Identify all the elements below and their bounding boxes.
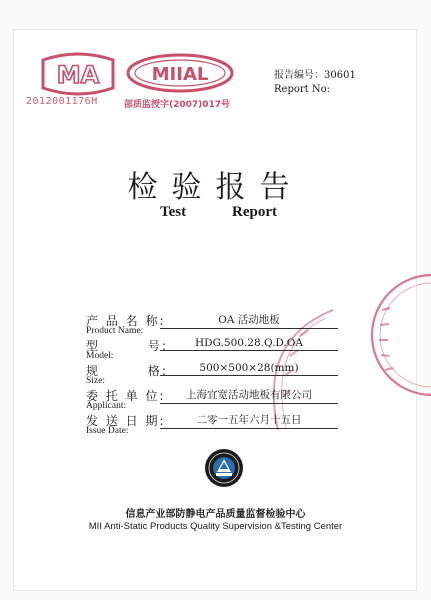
svg-text:MIIAL: MIIAL	[151, 64, 209, 85]
field-value-product-name: OA 活动地板	[160, 312, 338, 329]
organization-name-cn: 信息产业部防静电产品质量监督检验中心	[125, 509, 306, 520]
organization-name-en: MII Anti-Static Products Quality Supervision &Testing Center	[88, 521, 343, 532]
svg-text:MA: MA	[56, 61, 100, 89]
field-label-cn: 产 品 名 称:	[86, 314, 166, 328]
field-label-cn: 委 托 单 位:	[86, 389, 166, 403]
field-label-en: Issue Date:	[86, 426, 129, 436]
ma-certificate-number: 2012001176H	[26, 96, 98, 107]
ma-stamp-logo	[33, 50, 123, 98]
report-number-block	[274, 69, 356, 97]
field-label-en: Product Name:	[86, 326, 144, 336]
field-label-cn: 发 送 日 期:	[86, 414, 166, 428]
field-label-en: Model:	[86, 351, 114, 361]
title-english-report: Report	[232, 204, 277, 220]
report-number-value: 30601	[324, 70, 356, 81]
field-value-issue-date: 二零一五年六月十五日	[160, 412, 338, 429]
field-label-cn: 型 号:	[86, 339, 168, 353]
field-value-model: HDG.500.28.Q.D.OA	[160, 337, 338, 351]
testing-center-emblem	[204, 448, 244, 488]
field-label-en: Applicant:	[86, 401, 127, 411]
right-edge-seal	[360, 270, 431, 400]
field-value-applicant: 上海宜宽活动地板有限公司	[160, 387, 338, 404]
miial-authorization-text: 部质监授字(2007)017号	[124, 100, 231, 110]
field-label-en: Size:	[86, 376, 105, 386]
field-value-size: 500×500×28(mm)	[160, 362, 338, 376]
field-label-cn: 规 格:	[86, 364, 168, 378]
report-number-label-cn: 报告编号：	[274, 70, 324, 81]
title-english-test: Test	[160, 204, 187, 220]
report-number-label-en: Report No:	[274, 84, 330, 95]
title-chinese: 检验报告	[127, 170, 304, 205]
miial-stamp-logo	[125, 52, 235, 94]
